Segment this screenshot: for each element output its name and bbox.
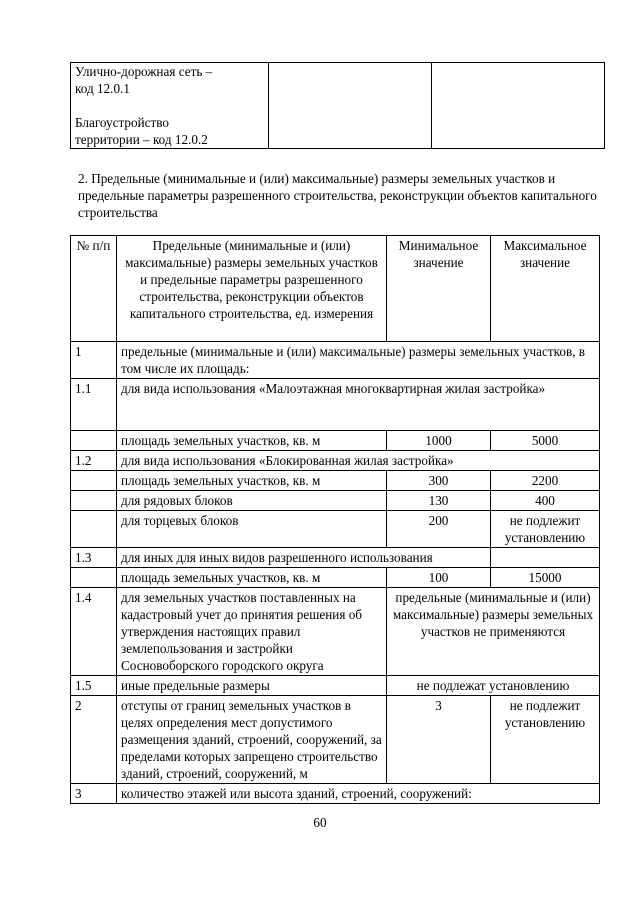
header-min: Минимальное значение <box>387 236 491 342</box>
table-row <box>71 491 600 511</box>
header-param: Предельные (минимальные и (или) максимальные) размеры земельных участков и предельные параметры разрешенного строительства, реконструкции объектов капитального строительства, ед. измерения <box>117 236 387 342</box>
row-max: 5000 <box>491 431 600 451</box>
table-row <box>71 676 600 696</box>
zone-line: Благоустройство <box>75 115 169 130</box>
table-header-row <box>71 236 600 342</box>
row-max: не подлежит установлению <box>491 696 600 784</box>
row-num: 1.5 <box>71 676 117 696</box>
row-text: площадь земельных участков, кв. м <box>117 431 387 451</box>
empty-cell <box>269 63 432 149</box>
table-row <box>71 431 600 451</box>
table-row <box>71 471 600 491</box>
row-max: 2200 <box>491 471 600 491</box>
table-row <box>71 379 600 431</box>
row-text: отступы от границ земельных участков в целях определения мест допустимого размещения зданий, строений, сооружений, за пределами которых запрещено строительство зданий, строений, сооружений, м <box>117 696 387 784</box>
table-row <box>71 511 600 548</box>
table-row <box>71 784 600 804</box>
table-row <box>71 548 600 568</box>
row-text: предельные (минимальные и (или) максимальные) размеры земельных участков, в том числе их площадь: <box>117 342 600 379</box>
row-value: не подлежат установлению <box>387 676 600 696</box>
row-text: для рядовых блоков <box>117 491 387 511</box>
page-number: 60 <box>313 815 327 830</box>
row-min: 300 <box>387 471 491 491</box>
table-row <box>71 696 600 784</box>
row-text: для торцевых блоков <box>117 511 387 548</box>
row-min: 200 <box>387 511 491 548</box>
row-text: для иных для иных видов разрешенного использования <box>117 548 491 568</box>
row-num: 1.3 <box>71 548 117 568</box>
row-text: площадь земельных участков, кв. м <box>117 568 387 588</box>
top-table <box>70 62 605 149</box>
empty-cell <box>432 63 605 149</box>
header-num: № п/п <box>71 236 117 342</box>
header-max: Максимальное значение <box>491 236 600 342</box>
row-text: площадь земельных участков, кв. м <box>117 471 387 491</box>
parameters-table <box>70 235 600 804</box>
row-min: 130 <box>387 491 491 511</box>
row-text: для вида использования «Блокированная жилая застройка» <box>117 451 600 471</box>
row-num: 1 <box>71 342 117 379</box>
table-row <box>71 342 600 379</box>
section-heading: 2. Предельные (минимальные и (или) максимальные) размеры земельных участков и предельные параметры разрешенного строительства, реконструкции объектов капитального строительства <box>78 171 597 220</box>
row-min: 3 <box>387 696 491 784</box>
table-row <box>71 451 600 471</box>
zone-line: Улично-дорожная сеть – <box>75 64 213 79</box>
row-num: 3 <box>71 784 117 804</box>
table-row <box>71 568 600 588</box>
row-text: количество этажей или высота зданий, строений, сооружений: <box>117 784 600 804</box>
row-max: 400 <box>491 491 600 511</box>
row-text: для вида использования «Малоэтажная многоквартирная жилая застройка» <box>117 379 600 431</box>
zone-cell <box>71 63 269 149</box>
row-num: 1.2 <box>71 451 117 471</box>
row-text: иные предельные размеры <box>117 676 387 696</box>
zone-line: код 12.0.1 <box>75 81 130 96</box>
table-row <box>71 588 600 676</box>
row-value: предельные (минимальные и (или) максимальные) размеры земельных участков не применяются <box>387 588 600 676</box>
row-min: 1000 <box>387 431 491 451</box>
row-num: 2 <box>71 696 117 784</box>
row-max: не подлежит установлению <box>491 511 600 548</box>
row-text: для земельных участков поставленных на кадастровый учет до принятия решения об утверждения настоящих правил землепользования и застройки Сосновоборского городского округа <box>117 588 387 676</box>
row-num: 1.1 <box>71 379 117 431</box>
row-min: 100 <box>387 568 491 588</box>
row-num: 1.4 <box>71 588 117 676</box>
row-max: 15000 <box>491 568 600 588</box>
zone-line: территории – код 12.0.2 <box>75 132 208 147</box>
